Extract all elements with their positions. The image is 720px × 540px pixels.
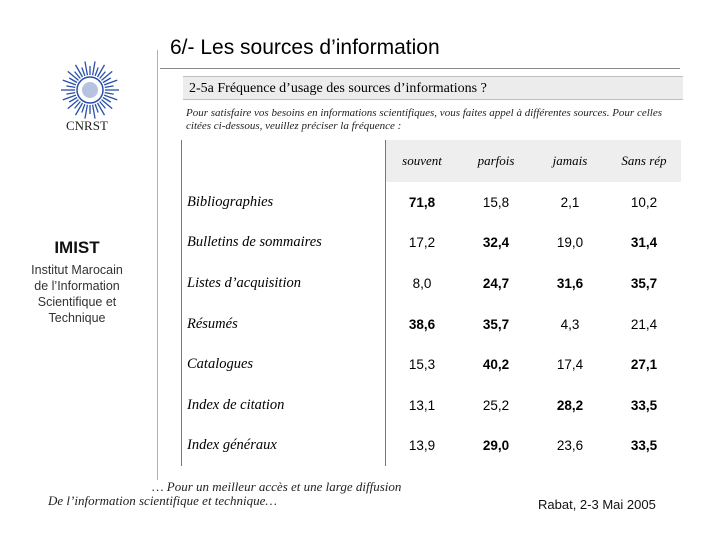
cell-value: 31,4 bbox=[630, 235, 658, 251]
slide-title: 6/- Les sources d’information bbox=[170, 36, 440, 59]
cell-value: 27,1 bbox=[630, 357, 658, 373]
cell-value: 10,2 bbox=[630, 194, 658, 210]
footer-event: Rabat, 2-3 Mai 2005 bbox=[538, 497, 656, 512]
row-label: Listes d’acquisition bbox=[187, 274, 301, 291]
row-label: Bibliographies bbox=[187, 193, 274, 210]
row-label: Index de citation bbox=[187, 396, 285, 413]
table-row bbox=[181, 223, 681, 264]
cell-value: 33,5 bbox=[630, 438, 658, 454]
section-subtitle: 2-5a Fréquence d’usage des sources d’informations ? bbox=[183, 76, 683, 100]
cell-value: 19,0 bbox=[556, 235, 584, 251]
cell-value: 2,1 bbox=[560, 194, 580, 210]
row-label: Bulletins de sommaires bbox=[187, 234, 322, 251]
cell-value: 29,0 bbox=[482, 438, 510, 454]
cell-value: 13,9 bbox=[408, 438, 436, 454]
cell-value: 35,7 bbox=[482, 316, 510, 332]
cell-value: 4,3 bbox=[560, 316, 580, 332]
cell-value: 17,2 bbox=[408, 235, 436, 251]
organization-name: Institut Marocain de l’Information Scientifique et Technique bbox=[31, 263, 123, 325]
column-separator-values bbox=[385, 140, 386, 466]
row-label: Catalogues bbox=[187, 356, 254, 373]
table-header-row bbox=[181, 140, 681, 182]
organization-block bbox=[30, 238, 124, 326]
cnrst-sun-emblem-icon bbox=[58, 58, 122, 122]
cell-value: 21,4 bbox=[630, 316, 658, 332]
footer-tagline bbox=[48, 480, 488, 508]
cell-value: 31,6 bbox=[556, 275, 584, 291]
header-parfois: parfois bbox=[477, 153, 515, 168]
cell-value: 33,5 bbox=[630, 397, 658, 413]
cell-value: 17,4 bbox=[556, 357, 584, 373]
cell-value: 23,6 bbox=[556, 438, 584, 454]
column-separator-left bbox=[181, 140, 182, 466]
header-jamais: jamais bbox=[552, 153, 588, 168]
title-underline bbox=[160, 68, 680, 69]
cell-value: 13,1 bbox=[408, 397, 436, 413]
cell-value: 40,2 bbox=[482, 357, 510, 373]
row-label: Résumés bbox=[187, 315, 238, 332]
table-row bbox=[181, 344, 681, 385]
cell-value: 8,0 bbox=[412, 275, 432, 291]
footer-tagline-line-1: … Pour un meilleur accès et une large diffusion bbox=[152, 479, 402, 494]
logo-text: CNRST bbox=[66, 118, 108, 133]
header-souvent: souvent bbox=[402, 153, 442, 168]
cell-value: 15,3 bbox=[408, 357, 436, 373]
header-corner bbox=[181, 140, 385, 182]
frequency-table bbox=[181, 140, 681, 466]
footer-tagline-line-2: De l’information scientifique et technique… bbox=[48, 493, 277, 508]
cell-value: 32,4 bbox=[482, 235, 510, 251]
cell-value: 71,8 bbox=[408, 194, 436, 210]
table-row bbox=[181, 263, 681, 304]
cell-value: 35,7 bbox=[630, 275, 658, 291]
cell-value: 15,8 bbox=[482, 194, 510, 210]
cell-value: 24,7 bbox=[482, 275, 510, 291]
table-row bbox=[181, 426, 681, 467]
table-row bbox=[181, 182, 681, 223]
intro-text: Pour satisfaire vos besoins en informations scientifiques, vous faites appel à différentes sources. Pour celles citées ci-dessous, veuillez préciser la fréquence : bbox=[186, 107, 663, 132]
cell-value: 28,2 bbox=[556, 397, 584, 413]
table-row bbox=[181, 304, 681, 345]
row-label: Index généraux bbox=[187, 437, 277, 454]
vertical-divider bbox=[157, 50, 158, 480]
organization-abbr: IMIST bbox=[54, 238, 100, 257]
cell-value: 38,6 bbox=[408, 316, 436, 332]
table-row bbox=[181, 385, 681, 426]
header-sans-rep: Sans rép bbox=[621, 153, 667, 168]
cell-value: 25,2 bbox=[482, 397, 510, 413]
